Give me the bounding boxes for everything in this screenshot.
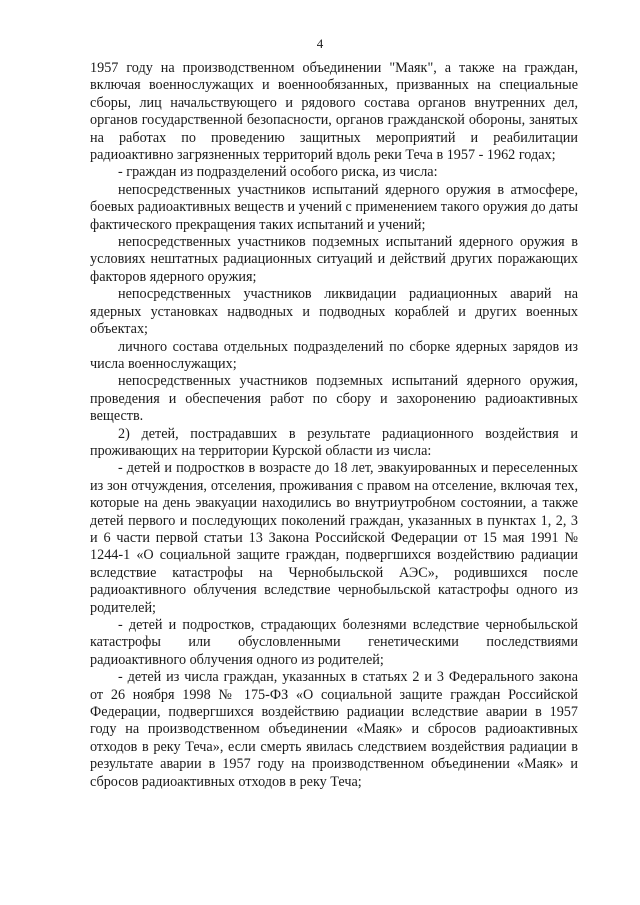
paragraph-underground-tests: непосредственных участников подземных испытаний ядерного оружия в условиях нештатных радиационных ситуаций и действий других поражающих факторов ядерного оружия; [90, 234, 578, 285]
paragraph-atmospheric-tests: непосредственных участников испытаний ядерного оружия в атмосфере, боевых радиоактивных веществ и учений с применением такого оружия до даты фактического прекращения таких испытаний и учений; [90, 181, 578, 233]
paragraph-ill-children: - детей и подростков, страдающих болезнями вследствие чернобыльской катастрофы или обусловленными генетическими последствиями радиоактивного облучения одного из родителей; [90, 617, 578, 668]
paragraph-evacuated-children: - детей и подростков в возрасте до 18 лет, эвакуированных и переселенных из зон отчуждения, отселения, проживания с правом на отселение, включая тех, которые на день эвакуации находились во внутриутробном состоянии, а также детей первого и последующих поколений граждан, указанных в пунктах 1, 2, 3 и 6 части первой статьи 13 Закона Российской Федерации от 15 мая 1991 № 1244-1 «О социальной защите граждан, подвергшихся воздействию радиации вследствие катастрофы на Чернобыльской АЭС», родившихся после радиоактивного облучения вследствие чернобыльской катастрофы одного из родителей; [90, 460, 578, 616]
paragraph-continuation: 1957 году на производственном объединении "Маяк", а также на граждан, включая военнослужащих и военнообязанных, призванных на специальные сборы, лиц начальствующего и рядового состава органов внутренних дел, органов государственной безопасности, органов гражданской обороны, занятых на работах по проведению защитных мероприятий и реабилитации радиоактивно загрязненных территорий вдоль реки Теча в 1957 - 1962 годах; [90, 60, 578, 164]
paragraph-assembly-personnel: личного состава отдельных подразделений по сборке ядерных зарядов из числа военнослужащих; [90, 338, 578, 372]
paragraph-special-risk-units: - граждан из подразделений особого риска, из числа: [118, 164, 438, 181]
paragraph-mayak-children: - детей из числа граждан, указанных в статьях 2 и 3 Федерального закона от 26 ноября 1998 № 175-ФЗ «О социальной защите граждан Российской Федерации, подвергшихся воздействию радиации вследствие аварии в 1957 году на производственном объединении «Маяк» и сбросов радиоактивных отходов в реку Теча», если смерть явилась следствием воздействия радиации в результате аварии в 1957 году на производственном объединении «Маяк» и сбросов радиоактивных отходов в реку Теча; [90, 669, 578, 790]
document-body [90, 60, 578, 791]
paragraph-ship-accidents: непосредственных участников ликвидации радиационных аварий на ядерных установках надводных и подводных кораблей и других военных объектах; [90, 286, 578, 338]
page-number: 4 [316, 36, 324, 51]
paragraph-children-heading: 2) детей, пострадавших в результате радиационного воздействия и проживающих на территории Курской области из числа: [90, 425, 578, 459]
paragraph-waste-burial: непосредственных участников подземных испытаний ядерного оружия, проведения и обеспечения работ по сбору и захоронению радиоактивных веществ. [90, 373, 578, 425]
